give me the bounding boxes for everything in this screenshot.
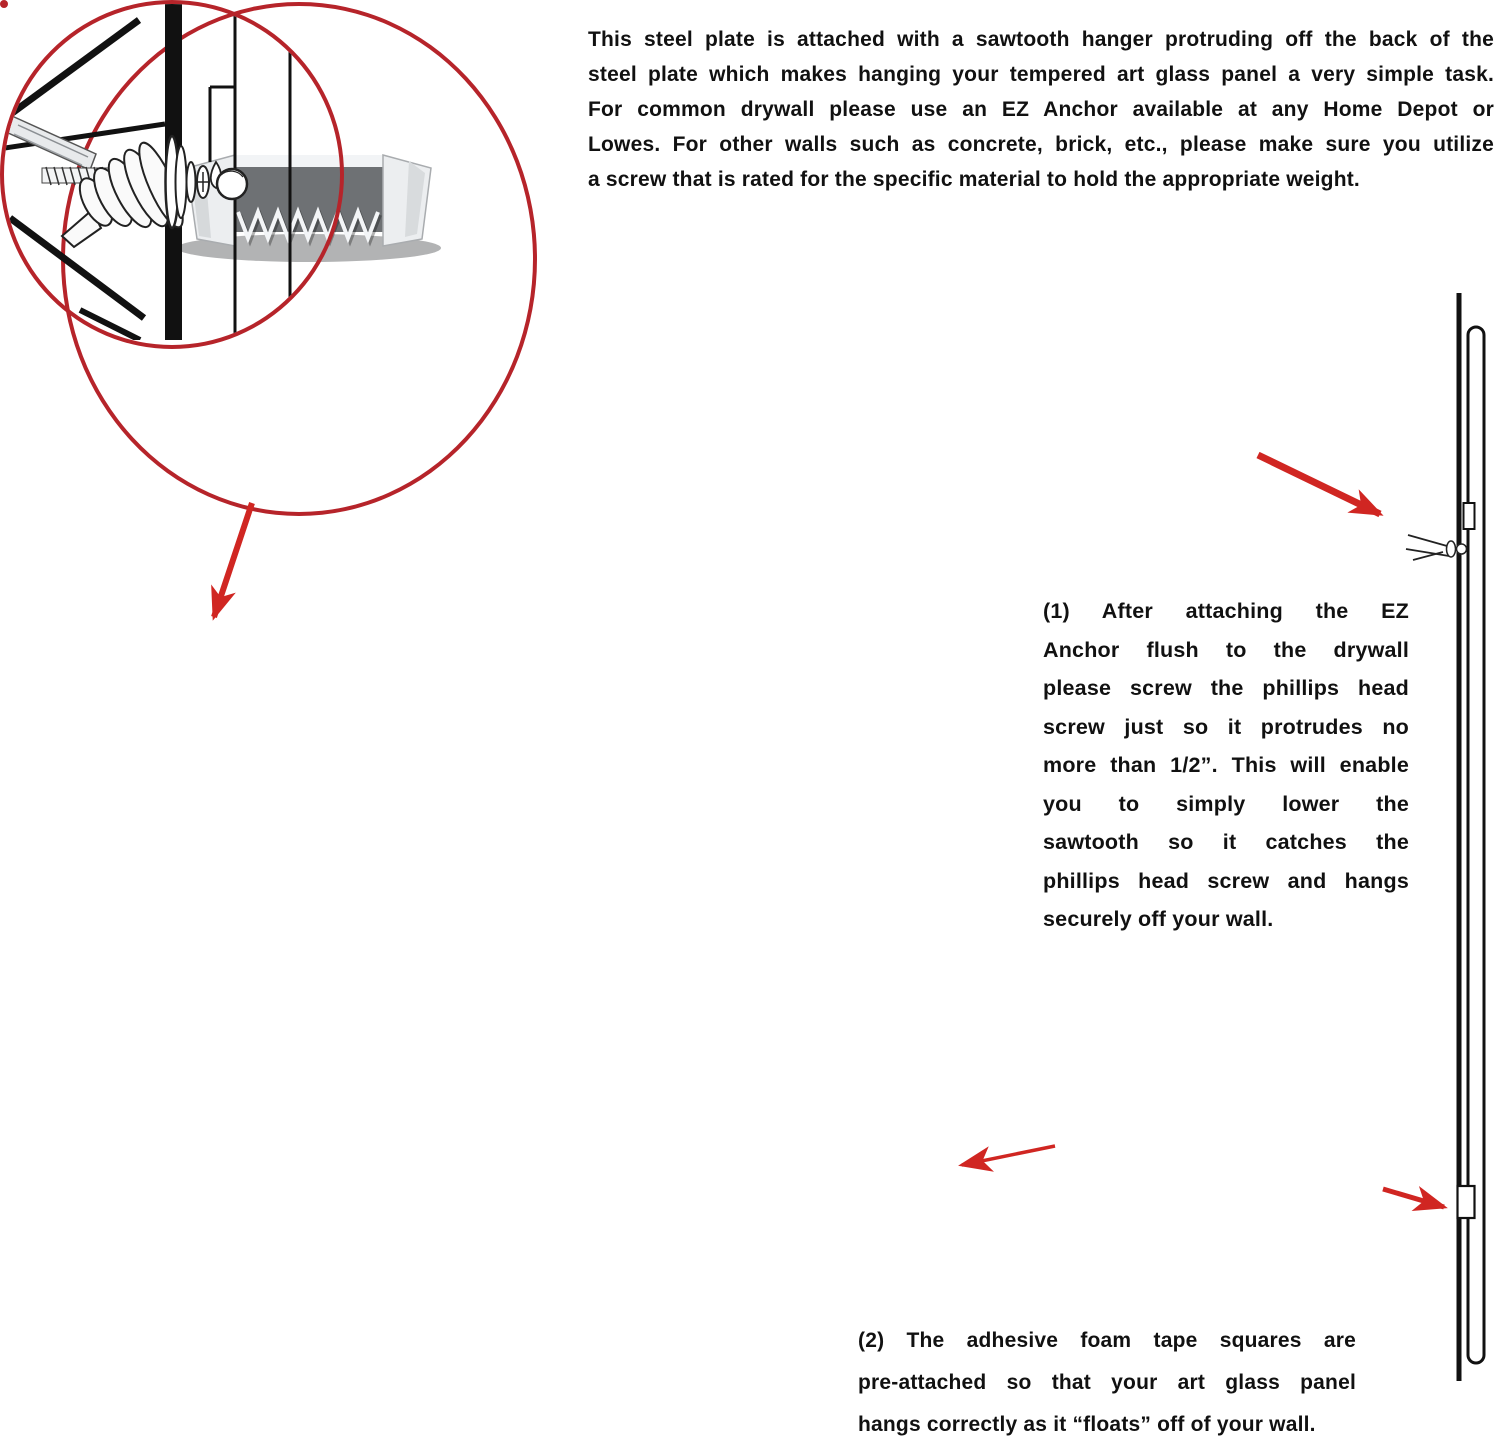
arrow-to-plate-hanger	[214, 503, 252, 617]
text-line: phillips head screw and hangs	[1043, 868, 1409, 893]
text-line: you to simply lower the	[1043, 791, 1409, 816]
arrow-to-wall-anchor	[1258, 455, 1380, 514]
text-line: For common drywall please use an EZ Anchor available at any Home Depot or	[588, 98, 1494, 121]
text-line: more than 1/2”. This will enable	[1043, 753, 1409, 777]
text-line: pre-attached so that your art glass panel	[858, 1371, 1356, 1394]
text-line: screw just so it protrudes no	[1043, 714, 1409, 739]
foam-tape-side-view	[1458, 1186, 1475, 1218]
text-line: Anchor flush to the drywall	[1043, 637, 1409, 662]
text-line: This steel plate is attached with a sawtooth hanger protruding off the back of the	[588, 28, 1494, 51]
text-line: a screw that is rated for the specific material to hold the appropriate weight.	[588, 168, 1360, 191]
hanger-side-view	[1464, 503, 1475, 529]
text-line: securely off your wall.	[1043, 907, 1274, 931]
text-line: steel plate which makes hanging your tempered art glass panel a very simple task.	[588, 63, 1494, 86]
text-line: sawtooth so it catches the	[1043, 830, 1409, 854]
text-line: please screw the phillips head	[1043, 676, 1409, 700]
text-line: (1) After attaching the EZ	[1043, 599, 1409, 623]
text-line: (2) The adhesive foam tape squares are	[858, 1329, 1356, 1352]
arrow-to-foam-square	[962, 1146, 1055, 1165]
text-line: hangs correctly as it “floats” off of your wall.	[858, 1413, 1316, 1436]
arrow-to-wall-foam	[1383, 1189, 1444, 1207]
text-line: Lowes. For other walls such as concrete, brick, etc., please make sure you utilize	[588, 133, 1494, 156]
